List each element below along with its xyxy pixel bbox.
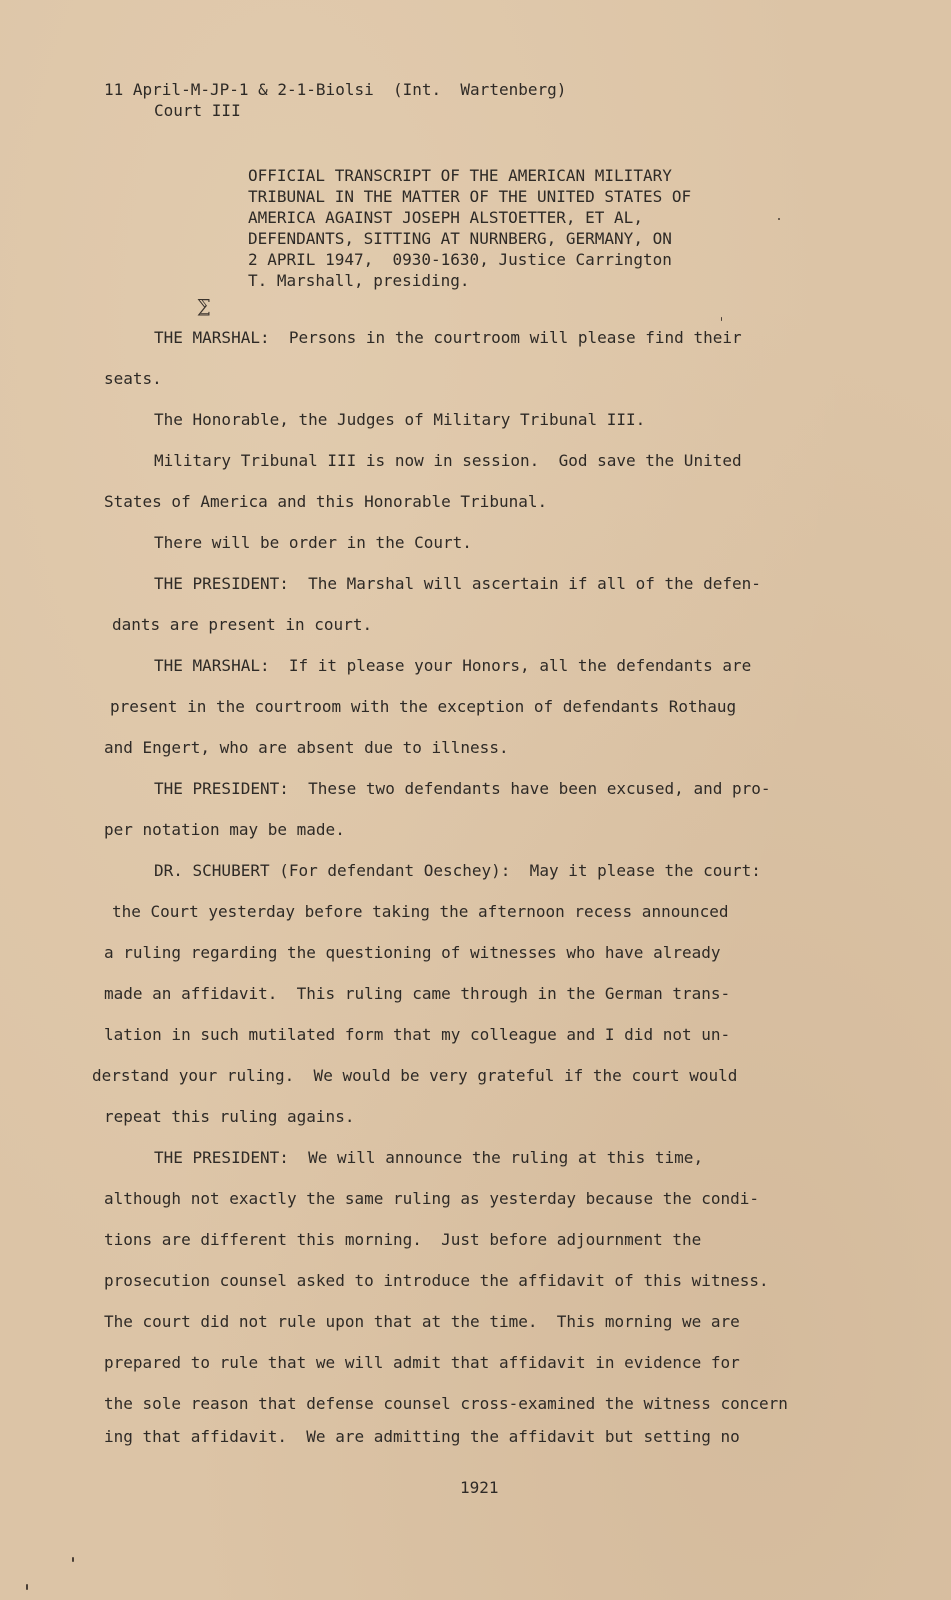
body-line: repeat this ruling agains. (104, 1107, 355, 1126)
page-number: 1921 (460, 1478, 499, 1497)
body-line: The court did not rule upon that at the time. This morning we are (104, 1312, 740, 1331)
paper-speck (721, 317, 722, 321)
title-block-line: TRIBUNAL IN THE MATTER OF THE UNITED STATES OF (248, 187, 692, 206)
body-line: THE PRESIDENT: These two defendants have been excused, and pro- (154, 779, 771, 798)
body-line: The Honorable, the Judges of Military Tribunal III. (154, 410, 646, 429)
body-line: the sole reason that defense counsel cross-examined the witness concern (104, 1394, 788, 1413)
body-line: a ruling regarding the questioning of witnesses who have already (104, 943, 721, 962)
body-line: There will be order in the Court. (154, 533, 472, 552)
body-line: per notation may be made. (104, 820, 345, 839)
body-line: THE MARSHAL: If it please your Honors, all the defendants are (154, 656, 752, 675)
body-line: made an affidavit. This ruling came through in the German trans- (104, 984, 731, 1003)
body-line: prepared to rule that we will admit that affidavit in evidence for (104, 1353, 740, 1372)
body-line: States of America and this Honorable Tribunal. (104, 492, 548, 511)
body-line: dants are present in court. (112, 615, 373, 634)
paper-speck (72, 1557, 74, 1562)
body-line: Military Tribunal III is now in session. God save the United (154, 451, 742, 470)
body-line: THE PRESIDENT: We will announce the ruling at this time, (154, 1148, 704, 1167)
title-block-line: DEFENDANTS, SITTING AT NURNBERG, GERMANY, ON (248, 229, 672, 248)
header-line-2: Court III (154, 101, 241, 120)
body-line: although not exactly the same ruling as yesterday because the condi- (104, 1189, 760, 1208)
body-line: lation in such mutilated form that my colleague and I did not un- (104, 1025, 731, 1044)
title-block-line: 2 APRIL 1947, 0930-1630, Justice Carrington (248, 250, 672, 269)
title-block-line: AMERICA AGAINST JOSEPH ALSTOETTER, ET AL, (248, 208, 643, 227)
body-line: THE PRESIDENT: The Marshal will ascertain if all of the defen- (154, 574, 761, 593)
body-line: the Court yesterday before taking the afternoon recess announced (112, 902, 729, 921)
body-line: seats. (104, 369, 162, 388)
handwritten-tick-mark: ⅀ (197, 296, 210, 317)
header-line-1: 11 April-M-JP-1 & 2-1-Biolsi (Int. Wartenberg) (104, 80, 567, 99)
body-line: derstand your ruling. We would be very grateful if the court would (92, 1066, 738, 1085)
body-line: and Engert, who are absent due to illness. (104, 738, 509, 757)
body-line: prosecution counsel asked to introduce the affidavit of this witness. (104, 1271, 769, 1290)
body-line: DR. SCHUBERT (For defendant Oeschey): May it please the court: (154, 861, 761, 880)
title-block-line: OFFICIAL TRANSCRIPT OF THE AMERICAN MILITARY (248, 166, 672, 185)
body-line: tions are different this morning. Just before adjournment the (104, 1230, 702, 1249)
paper-speck (778, 218, 780, 220)
body-line: THE MARSHAL: Persons in the courtroom will please find their (154, 328, 742, 347)
paper-speck (26, 1584, 28, 1590)
body-line: ing that affidavit. We are admitting the affidavit but setting no (104, 1427, 740, 1446)
body-line: present in the courtroom with the exception of defendants Rothaug (110, 697, 737, 716)
title-block-line: T. Marshall, presiding. (248, 271, 470, 290)
